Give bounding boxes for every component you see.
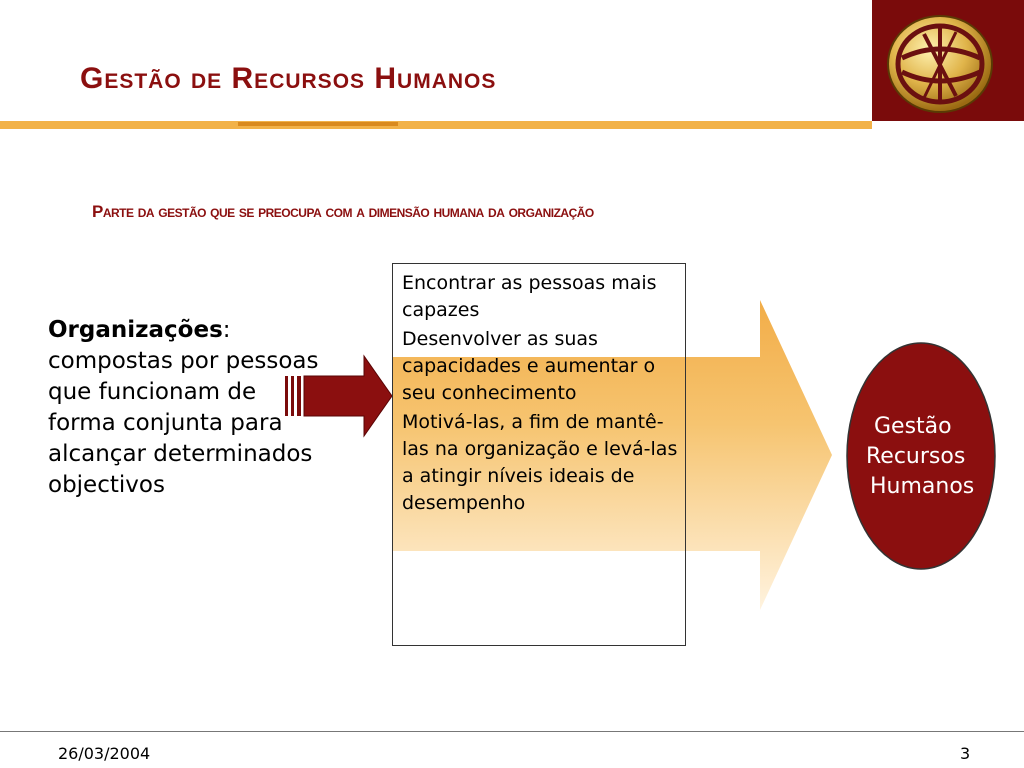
activity-item: Desenvolver as suas capacidades e aumentar o seu conhecimento <box>402 328 656 404</box>
hr-ellipse-label <box>848 412 1003 502</box>
activity-item: Motivá-las, a fim de mantê-las na organização e levá-las a atingir níveis ideais de desempenho <box>402 411 678 514</box>
hr-label-line2: Recursos <box>866 444 966 469</box>
organizations-definition <box>48 315 323 501</box>
activities-list <box>402 270 682 517</box>
definition-term: Organizações <box>48 317 223 343</box>
page-title: Gestão de Recursos Humanos <box>80 62 497 95</box>
definition-body: : compostas por pessoas que funcionam de forma conjunta para alcançar determinados objectivos <box>48 317 319 498</box>
footer-date: 26/03/2004 <box>58 744 151 763</box>
activity-item: Encontrar as pessoas mais capazes <box>402 272 657 321</box>
hr-label-line3: Humanos <box>870 474 975 499</box>
page-number: 3 <box>960 744 971 763</box>
hr-label-line1: Gestão <box>874 414 952 439</box>
slide-subtitle: Parte da gestão que se preocupa com a dimensão humana da organização <box>92 202 594 221</box>
footer-divider <box>0 731 1024 732</box>
